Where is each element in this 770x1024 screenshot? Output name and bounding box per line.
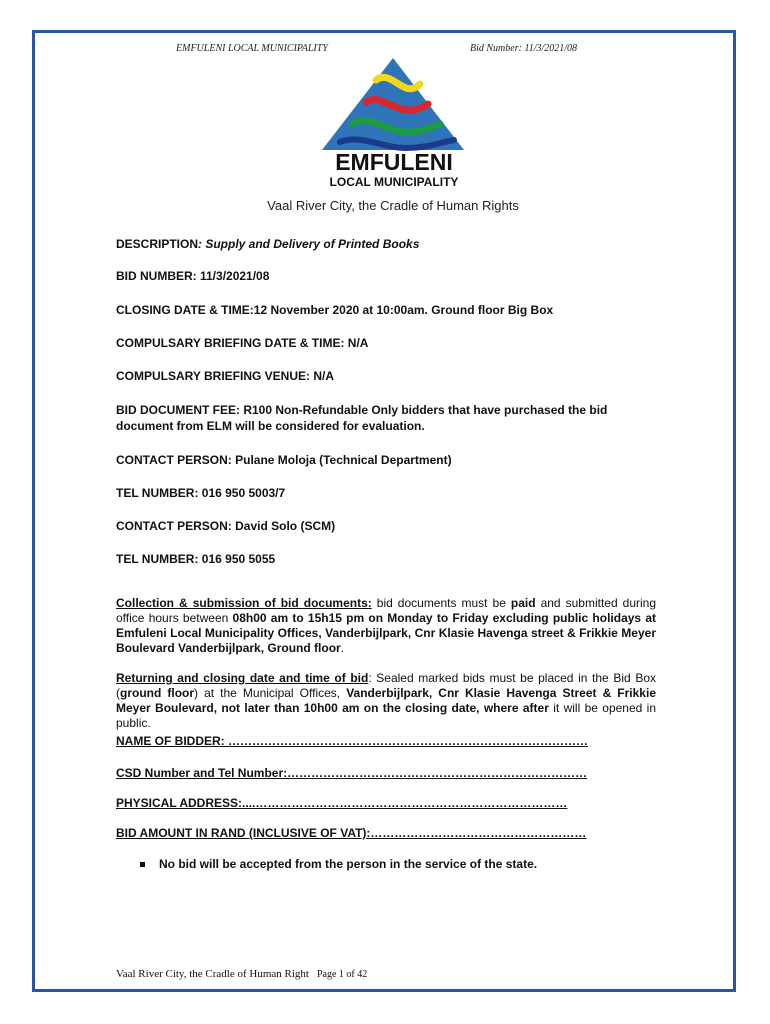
returning-paragraph	[116, 671, 656, 731]
page-number: Page 1 of 42	[316, 969, 368, 980]
collection-text-4: 08h00 am to 15h15 pm on Monday to Friday excluding public holidays at Emfuleni Local Municipality Offices, Vanderbijlpark, Cnr Klasie Havenga street & Frikkie Meyer Boulevard Vanderbijlpark, Ground floor	[116, 611, 656, 655]
returning-text-2: ground floor	[120, 686, 195, 700]
bid-fee-row	[116, 402, 656, 434]
description-label: DESCRIPTION	[116, 237, 199, 251]
logo-subtitle: LOCAL MUNICIPALITY	[329, 175, 459, 189]
contact-person-scm	[116, 518, 335, 534]
tel2-label: TEL NUMBER	[116, 552, 195, 566]
tel-number-scm	[116, 551, 275, 567]
description-row	[116, 236, 419, 252]
collection-paragraph	[116, 596, 656, 656]
square-bullet-icon	[140, 862, 145, 867]
logo-name: EMFULENI	[335, 149, 453, 175]
returning-text-1: : Sealed marked bids must be placed in the Bid Box (	[116, 671, 656, 700]
collection-text-2: paid	[510, 596, 536, 610]
bid-number-row: BID NUMBER: 11/3/2021/08	[116, 269, 270, 283]
csd-number-field[interactable]: CSD Number and Tel Number:…………………………………………………………………	[116, 766, 588, 780]
returning-text-3: ) at the Municipal Offices,	[194, 686, 347, 700]
tagline: Vaal River City, the Cradle of Human Rights	[267, 198, 519, 213]
page-footer	[116, 968, 367, 980]
header-municipality: EMFULENI LOCAL MUNICIPALITY	[176, 43, 328, 54]
returning-heading: Returning and closing date and time of bid	[116, 671, 369, 685]
state-service-note	[140, 856, 537, 872]
note-text: No bid will be accepted from the person in the service of the state.	[159, 857, 538, 871]
footer-text: Vaal River City, the Cradle of Human Right	[116, 968, 309, 980]
name-of-bidder-field[interactable]: NAME OF BIDDER: ………………………………………………………………………………	[116, 734, 588, 748]
closing-date-row: CLOSING DATE & TIME:12 November 2020 at 10:00am. Ground floor Big Box	[116, 303, 554, 317]
collection-text-3: and submitted during office hours between	[116, 596, 657, 625]
physical-address-field[interactable]: PHYSICAL ADDRESS:....……………………………………………………………………	[116, 796, 568, 810]
returning-text-5: it will be opened in public.	[116, 701, 656, 730]
collection-text-1: bid documents must be	[371, 596, 511, 610]
returning-text-4: Vanderbijlpark, Cnr Klasie Havenga Street & Frikkie Meyer Boulevard, not later than 10h00 am on the closing date, where after	[116, 686, 656, 715]
description-value: : Supply and Delivery of Printed Books	[198, 237, 420, 251]
tel2-value: : 016 950 5055	[194, 552, 276, 566]
fee-label: BID DOCUMENT FEE	[116, 403, 236, 417]
collection-heading: Collection & submission of bid documents:	[116, 596, 372, 610]
contact2-value: : David Solo (SCM)	[227, 519, 336, 533]
contact-person-technical: CONTACT PERSON: Pulane Moloja (Technical Department)	[116, 453, 452, 467]
fee-value: : R100 Non-Refundable Only bidders that have purchased the bid document from ELM will be considered for evaluation.	[116, 403, 608, 433]
briefing-date-row: COMPULSARY BRIEFING DATE & TIME: N/A	[116, 336, 369, 350]
bid-amount-field[interactable]: BID AMOUNT IN RAND (INCLUSIVE OF VAT):………………………………………………	[116, 826, 587, 840]
collection-text-5: .	[340, 641, 345, 655]
header-bid-number: Bid Number: 11/3/2021/08	[470, 43, 578, 54]
tel-number-technical: TEL NUMBER: 016 950 5003/7	[116, 486, 286, 500]
contact2-label: CONTACT PERSON	[116, 519, 228, 533]
briefing-venue-row: COMPULSARY BRIEFING VENUE: N/A	[116, 369, 335, 383]
